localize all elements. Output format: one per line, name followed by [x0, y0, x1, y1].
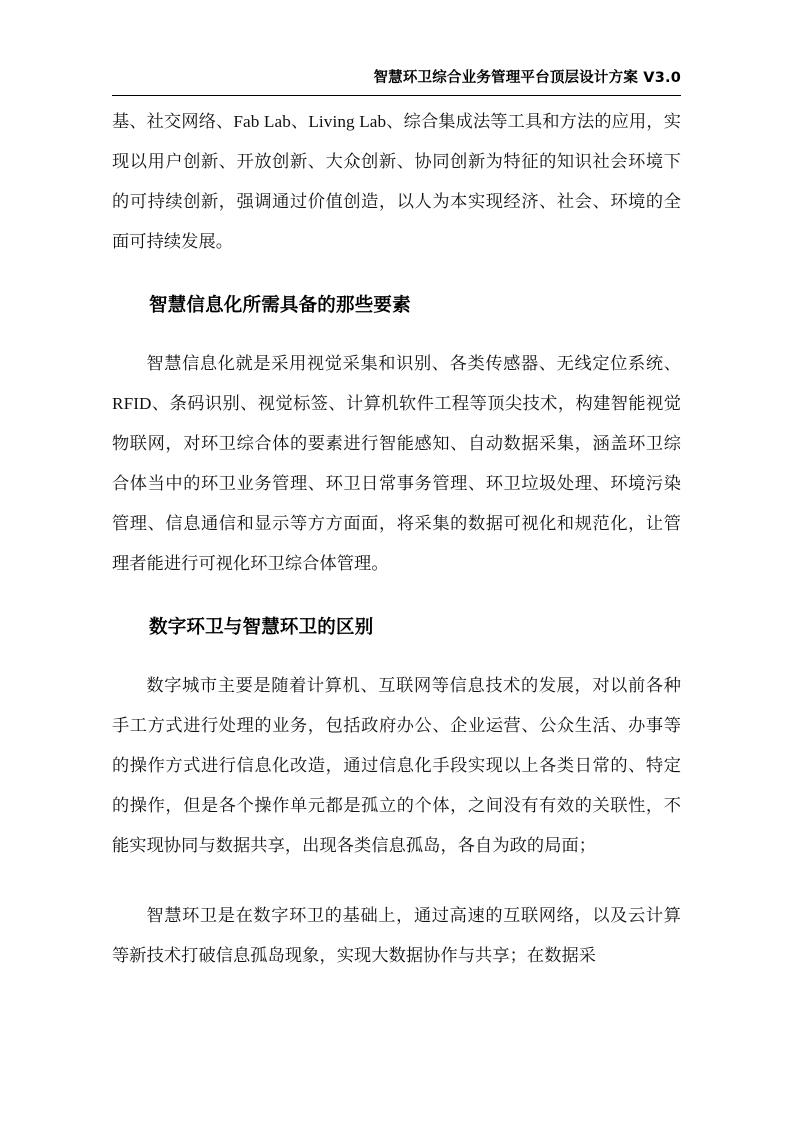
- paragraph-digital-city: 数字城市主要是随着计算机、互联网等信息技术的发展，对以前各种手工方式进行处理的业务，包括政府办公、企业运营、公众生活、办事等的操作方式进行信息化改造，通过信息化手段实现以上各类日常的、特定的操作，但是各个操作单元都是孤立的个体，之间没有有效的关联性，不能实现协同与数据共享，出现各类信息孤岛，各自为政的局面；: [112, 676, 681, 855]
- spacer: [112, 866, 681, 896]
- spacer: [112, 326, 681, 344]
- document-body: [112, 102, 681, 976]
- section-heading-requirements: 智慧信息化所需具备的那些要素: [149, 295, 411, 316]
- paragraph-smart-informatization: 智慧信息化就是采用视觉采集和识别、各类传感器、无线定位系统、RFID、条码识别、视觉标签、计算机软件工程等顶尖技术，构建智能视觉物联网，对环卫综合体的要素进行智能感知、自动数据采集，涵盖环卫综合体当中的环卫业务管理、环卫日常事务管理、环卫垃圾处理、环境污染管理、信息通信和显示等方方面面，将采集的数据可视化和规范化，让管理者能进行可视化环卫综合体管理。: [112, 354, 681, 573]
- header-divider: [112, 95, 681, 96]
- spacer: [112, 584, 681, 608]
- header-title: 智慧环卫综合业务管理平台顶层设计方案 V3.0: [373, 70, 681, 86]
- page-header: [112, 66, 681, 93]
- spacer: [112, 262, 681, 286]
- section-heading-difference: 数字环卫与智慧环卫的区别: [149, 617, 374, 638]
- paragraph-continuation: 基、社交网络、Fab Lab、Living Lab、综合集成法等工具和方法的应用，实现以用户创新、开放创新、大众创新、协同创新为特征的知识社会环境下的可持续创新，强调通过价值创造，以人为本实现经济、社会、环境的全面可持续发展。: [112, 112, 681, 251]
- paragraph-smart-sanitation: 智慧环卫是在数字环卫的基础上，通过高速的互联网络，以及云计算等新技术打破信息孤岛现象，实现大数据协作与共享；在数据采: [112, 906, 681, 965]
- spacer: [112, 648, 681, 666]
